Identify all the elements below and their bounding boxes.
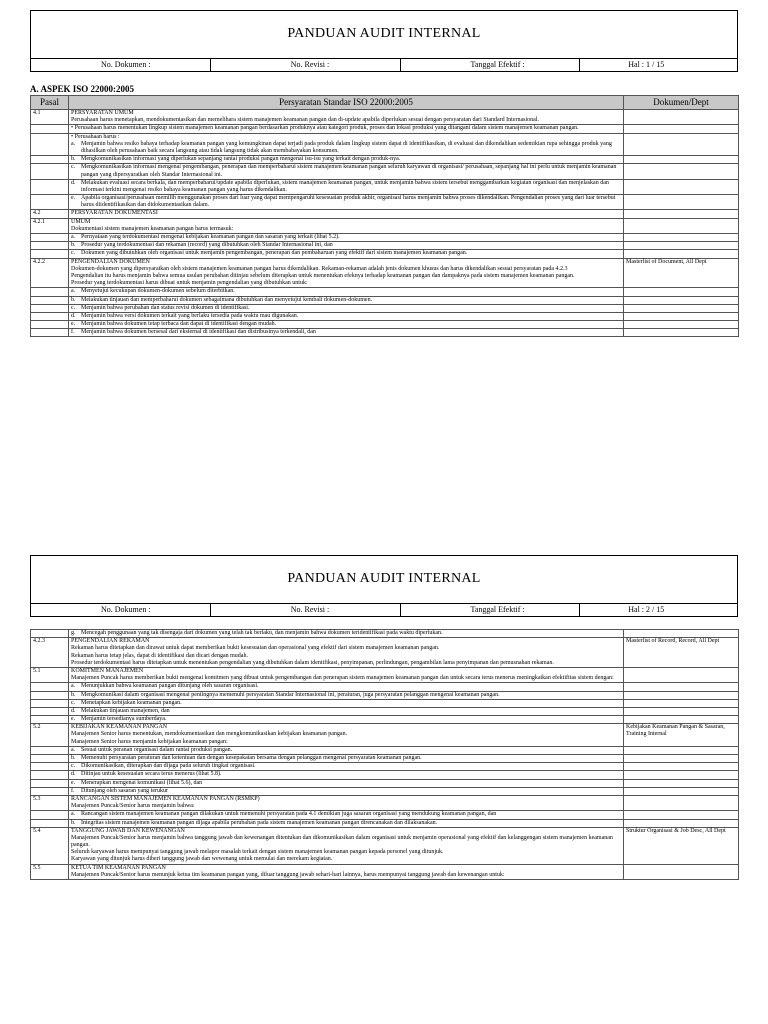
table-row — [31, 691, 739, 699]
table-row — [31, 110, 739, 125]
requirement-text: Rekaman harus tetap jelas, dapat di identifikasi dan dicari dengan mudah. — [71, 652, 248, 659]
item-text: Menjamin bahwa dokumen bersesal dari eksternal di identifikasi dan distribusinya terkendali, dan — [81, 329, 316, 336]
dept-cell: Struktur Organisasi & Job Desc, All Dept — [624, 827, 739, 864]
item-label: e. — [71, 716, 76, 723]
item-label: a. — [71, 683, 76, 690]
list-item — [71, 250, 621, 257]
table-row — [31, 288, 739, 296]
table-row — [31, 864, 739, 879]
dept-cell — [624, 630, 739, 638]
table-row — [31, 763, 739, 771]
dept-cell — [624, 329, 739, 337]
pasal-cell: 5.4 — [31, 827, 69, 864]
list-item — [71, 692, 621, 699]
clause-title: PERSYARATAN DOKUMENTASI — [71, 210, 158, 217]
requirement-cell — [69, 312, 624, 320]
dept-cell — [624, 707, 739, 715]
requirement-text: Manajemen Senior harus menentukan, mendokumentasikan dan mengkomunikasikan kebijakan keamanan pangan. — [71, 731, 348, 738]
requirement-cell — [69, 746, 624, 754]
requirement-cell — [69, 724, 624, 747]
effective-date-label: Tanggal Efektif : — [401, 59, 581, 71]
dept-cell — [624, 787, 739, 795]
list-item — [71, 771, 621, 778]
table-row — [31, 195, 739, 210]
dept-cell — [624, 164, 739, 179]
pasal-cell — [31, 811, 69, 819]
item-label: b. — [71, 242, 76, 249]
list-item — [71, 141, 621, 155]
item-label: c. — [71, 763, 76, 770]
doc-number-label: No. Dokumen : — [31, 604, 211, 616]
page-number-label: Hal : 1 / 15 — [628, 60, 665, 70]
item-label: a. — [71, 746, 76, 753]
list-item — [71, 156, 621, 163]
pasal-cell — [31, 242, 69, 250]
item-text: Mengkomunikasi dalam organisasi mengenai pentingnya memenuhi persyaratan Standar Internasional ini, peraturan, juga persyaratan pelanggan mengenai keamanan pangan. — [81, 691, 500, 698]
header-meta-row — [31, 59, 737, 71]
doc-number-label: No. Dokumen : — [31, 59, 211, 71]
document-title: PANDUAN AUDIT INTERNAL — [31, 556, 737, 604]
requirement-cell — [69, 763, 624, 771]
dept-cell — [624, 210, 739, 218]
requirement-text: Manajemen Senior harus menjamin kebijakan keamanan pangan: — [71, 738, 228, 745]
pasal-cell — [31, 156, 69, 164]
list-item — [71, 234, 621, 241]
dept-cell — [624, 691, 739, 699]
requirement-cell — [69, 630, 624, 638]
pasal-cell — [31, 771, 69, 779]
table-row — [31, 827, 739, 864]
dept-cell — [624, 125, 739, 133]
pasal-cell: 5.1 — [31, 667, 69, 682]
requirement-cell — [69, 156, 624, 164]
requirement-cell — [69, 250, 624, 258]
item-text: Apabila organisasi/perusahaan memilih menggunakan proses dari luar yang dapat mempengaruhi kesesuaian produk akhir, organisasi harus menjamin bahwa proses dikendalikan. Pengendalian proses yang dari luar tersebut harus diidentifikasikan dan didokumentasikan dalam. — [81, 195, 616, 209]
table-row — [31, 787, 739, 795]
dept-cell: Masterlist of Record, Record, All Dept — [624, 638, 739, 668]
requirement-text: Prosedur terdokumentasi harus ditetapkan untuk menentukan pengendalian yang dibutuhkan dalam identifikasi, penyimpanan, perlindungan, pengambilan lama penyimpanan dan pemusnahan rekaman. — [71, 659, 554, 666]
list-item — [71, 820, 621, 827]
requirement-text: Prosedur yang terdokumentasi harus dibuat untuk menjamin pengendalian yang dibutuhkan untuk: — [71, 280, 308, 287]
table-row — [31, 321, 739, 329]
dept-cell — [624, 321, 739, 329]
pasal-cell — [31, 312, 69, 320]
item-text: Menyetujui kecukupan dokumen-dokumen sebelum diterbitkan. — [81, 288, 235, 295]
table-row — [31, 724, 739, 747]
table-body — [31, 110, 739, 337]
requirement-cell — [69, 195, 624, 210]
item-text: Ditunjang oleh sasaran yang terukur — [81, 787, 168, 794]
list-item — [71, 329, 621, 336]
item-text: Mengkomunikasikan informasi yang diperlukan sepanjang rantai produksi pangan mengenai isu-isu yang terkait dengan produk-nya. — [81, 156, 401, 163]
pasal-cell — [31, 321, 69, 329]
pasal-cell — [31, 755, 69, 763]
table-row — [31, 156, 739, 164]
requirement-cell — [69, 321, 624, 329]
list-item — [71, 700, 621, 707]
pasal-cell — [31, 819, 69, 827]
effective-date-label: Tanggal Efektif : — [401, 604, 581, 616]
list-item — [71, 683, 621, 690]
requirement-cell — [69, 787, 624, 795]
pasal-cell — [31, 179, 69, 194]
item-text: Ditinjau untuk kesesuaian secara terus menerus (lihat 5.8). — [81, 771, 222, 778]
requirement-cell — [69, 827, 624, 864]
requirement-cell — [69, 771, 624, 779]
item-label: d. — [71, 771, 76, 778]
requirement-cell — [69, 707, 624, 715]
table-row — [31, 667, 739, 682]
dept-cell — [624, 110, 739, 125]
item-label: a. — [71, 140, 76, 147]
requirement-cell — [69, 716, 624, 724]
requirement-text: Pengendalian itu harus menjamin bahwa semua usulan perubahan ditinjau sebelum diterapkan untuk menentukan efeknya terhadap keamanan pangan dan dampaknya pada sistem manajemen keamanan pangan. — [71, 272, 575, 279]
requirement-cell — [69, 691, 624, 699]
item-text: Menjamin bahwa perubahan dan status revisi dokumen di identifikasi. — [81, 304, 250, 311]
requirement-text: Manajemen Puncak/Senior harus menjamin bahwa tanggung jawab dan kewenangan ditentukan dan dikomunikasikan dalam organisasi untuk menjamin operasional yang efektif dan kelanggengan sistem manajemen keamanan pangan. — [71, 834, 613, 849]
table-row — [31, 304, 739, 312]
list-item — [71, 297, 621, 304]
item-text: Melakukan tinjauan dan memperbaharui dokumen sebagaimana dibutuhkan dan menyetujui kembali dokumen-dokumen. — [81, 296, 373, 303]
document-page-1 — [30, 10, 738, 337]
requirement-text: Dokumentasi sistem manajemen keamanan pangan harus termasuk: — [71, 225, 234, 232]
dept-cell — [624, 218, 739, 233]
list-item — [71, 811, 621, 818]
list-item — [71, 780, 621, 787]
column-header-requirement: Persyaratan Standar ISO 22000:2005 — [69, 96, 624, 110]
list-item — [71, 180, 621, 194]
dept-cell — [624, 864, 739, 879]
item-text: Menerapkan mengenai komunikasi (lihat 5.6), dan — [81, 779, 203, 786]
item-text: Dikomunikasikan, diterapkan dan dijaga pada seluruh tingkat organisasi. — [81, 763, 256, 770]
table-row — [31, 258, 739, 288]
table-row — [31, 218, 739, 233]
table-row — [31, 779, 739, 787]
dept-cell — [624, 746, 739, 754]
page-number-label: Hal : 2 / 15 — [628, 605, 665, 615]
pasal-cell — [31, 288, 69, 296]
requirement-text: Manajemen Puncak/Senior harus menjamin bahwa: — [71, 803, 195, 810]
dept-cell — [624, 304, 739, 312]
item-label: c. — [71, 164, 76, 171]
clause-title: KOMITMEN MANAJEMEN — [71, 667, 144, 674]
table-body — [31, 630, 739, 880]
dept-cell — [624, 779, 739, 787]
pasal-cell — [31, 125, 69, 133]
dept-cell — [624, 795, 739, 810]
pasal-cell: 4.2 — [31, 210, 69, 218]
document-page-2 — [30, 555, 738, 880]
table-row — [31, 179, 739, 194]
list-item — [71, 763, 621, 770]
requirement-cell — [69, 179, 624, 194]
item-text: Menjamin bahwa dokumen tetap terbaca dan dapat di identifikasi dengan mudah. — [81, 321, 277, 328]
dept-cell — [624, 667, 739, 682]
document-title: PANDUAN AUDIT INTERNAL — [31, 11, 737, 59]
table-row — [31, 795, 739, 810]
clause-title: KEBIJAKAN KEAMANAN PANGAN — [71, 724, 168, 731]
requirement-cell — [69, 699, 624, 707]
item-label: a. — [71, 234, 76, 240]
requirement-cell — [69, 819, 624, 827]
table-row — [31, 329, 739, 337]
dept-cell — [624, 683, 739, 691]
list-item — [71, 305, 621, 312]
item-text: Menetapkan kebijakan keamanan pangan. — [81, 699, 182, 706]
requirement-text: • Perusahaan harus menentukan lingkup sistem manajemen keamanan pangan berdasarkan produknya atau kategori produk, proses dan lokasi produksi yang ditangani dalam sistem manajemen keamanan pangan. — [71, 125, 621, 132]
pasal-cell: 4.2.3 — [31, 638, 69, 668]
clause-title: KETUA TIM KEAMANAN PANGAN — [71, 864, 166, 871]
table-row — [31, 699, 739, 707]
pasal-cell — [31, 195, 69, 210]
item-label: c. — [71, 304, 76, 311]
item-text: Melakukan evaluasi secara berkala, dan memperbaharui/update apabila diperlukan, sistem manajemen keamanan pangan, untuk menjamin bahwa sistem tersebut menggambarkan kegiatan organisasi dan menjelaskan dan informasi terkini mengenai resiko bahaya keamanan pangan yang harus dikendalikan. — [81, 179, 609, 193]
requirement-cell — [69, 638, 624, 668]
table-row — [31, 296, 739, 304]
item-text: Memenuhi persyaratan peraturan dan ketentuan dan dengan kesepakatan bersama dengan pelanggan mengenai persyaratan keamanan pangan. — [81, 755, 422, 761]
pasal-cell: 5.3 — [31, 795, 69, 810]
requirement-cell — [69, 218, 624, 233]
pasal-cell — [31, 716, 69, 724]
requirement-cell — [69, 110, 624, 125]
item-label: d. — [71, 312, 76, 319]
list-item — [71, 788, 621, 795]
table-row — [31, 746, 739, 754]
item-label: c. — [71, 699, 76, 706]
item-label: b. — [71, 755, 76, 761]
revision-label: No. Revisi : — [211, 59, 401, 71]
item-label: g. — [71, 630, 76, 636]
item-text: Menunjukkan bahwa keamanan pangan ditunjang oleh sasaran organisasi. — [81, 683, 259, 690]
requirement-text: Manajemen Puncak harus memberikan bukti mengenai komitmen yang dibuat untuk pengembangan dan penerapan sistem manajemen keamanan pangan dan untuk secara terus menerus meningkatkan efektifitas sistem dengan: — [71, 675, 614, 682]
list-item — [71, 708, 621, 715]
dept-cell — [624, 771, 739, 779]
dept-cell — [624, 312, 739, 320]
clause-title: PENGENDALIAN DOKUMEN — [71, 258, 150, 265]
item-label: d. — [71, 707, 76, 714]
pasal-cell — [31, 683, 69, 691]
requirement-cell — [69, 210, 624, 218]
requirement-cell — [69, 288, 624, 296]
dept-cell: Kebijakan Keamanan Pangan & Sasaran, Training Internal — [624, 724, 739, 747]
item-label: e. — [71, 195, 76, 202]
dept-cell — [624, 296, 739, 304]
requirement-cell — [69, 811, 624, 819]
table-row — [31, 683, 739, 691]
clause-title: TANGGUNG JAWAB DAN KEWENANGAN — [71, 827, 185, 834]
revision-label: No. Revisi : — [211, 604, 401, 616]
table-row — [31, 771, 739, 779]
pasal-cell — [31, 763, 69, 771]
pasal-cell — [31, 234, 69, 242]
column-header-dept: Dokumen/Dept — [624, 96, 739, 110]
item-text: Menjamin bahwa versi dokumen terkait yang berlaku tersedia pada waktu mau digunakan. — [81, 312, 299, 319]
table-row — [31, 164, 739, 179]
requirement-cell — [69, 164, 624, 179]
requirement-cell — [69, 296, 624, 304]
item-text: Integritas sistem manajemen keamanan pangan dijaga apabila perubahan pada sistem manajemen keamanan pangan direncanakan dan dilaksanakan. — [81, 819, 438, 826]
list-item — [71, 288, 621, 295]
dept-cell — [624, 811, 739, 819]
requirement-text: Manajemen Puncak/Senior harus menunjuk ketua tim keamanan pangan yang, diluar tanggung jawab sehari-hari lainnya, harus mempunyai tanggung jawab dan kewenangan untuk: — [71, 871, 505, 878]
dept-cell — [624, 819, 739, 827]
dept-cell — [624, 179, 739, 194]
item-label: a. — [71, 811, 76, 818]
table-row — [31, 312, 739, 320]
item-text: Mencegah penggunaan yang tak disengaja dari dokumen yang telah tak berlaku, dan menjamin bahwa dokumen teridentifikasi pada waktu diperlukan. — [81, 630, 443, 636]
requirement-cell — [69, 755, 624, 763]
requirement-cell — [69, 125, 624, 133]
requirement-cell — [69, 234, 624, 242]
item-label: b. — [71, 296, 76, 303]
item-text: Prosedur yang terdokumentasi dan rekaman (record) yang dibutuhkan oleh Standar Internasional ini, dan — [81, 242, 333, 249]
pasal-cell: 4.1 — [31, 110, 69, 125]
list-item — [71, 164, 621, 178]
item-label: c. — [71, 250, 76, 257]
pasal-cell — [31, 691, 69, 699]
item-text: Menjamin tersedianya sumberdaya. — [81, 716, 167, 723]
clause-title: RANCANGAN SISTEM MANAJEMEN KEAMANAN PANGAN (RSMKP) — [71, 795, 260, 802]
table-row — [31, 133, 739, 156]
table-row — [31, 819, 739, 827]
pasal-cell — [31, 329, 69, 337]
pasal-cell — [31, 296, 69, 304]
pasal-cell — [31, 304, 69, 312]
item-label: b. — [71, 156, 76, 163]
dept-cell — [624, 755, 739, 763]
dept-cell — [624, 133, 739, 156]
item-text: Rancangan sistem manajemen keamanan pangan dilakukan untuk memenuhi persyaratan pada 4.1 demikian juga sasaran organisasi yang mendukung keamanan pangan, dan — [81, 811, 497, 818]
pasal-cell — [31, 699, 69, 707]
item-label: b. — [71, 819, 76, 826]
requirement-cell — [69, 133, 624, 156]
table-row — [31, 755, 739, 763]
column-header-pasal: Pasal — [31, 96, 69, 110]
requirement-cell — [69, 779, 624, 787]
section-title: A. ASPEK ISO 22000:2005 — [30, 84, 135, 95]
audit-table — [30, 95, 739, 337]
requirement-cell — [69, 304, 624, 312]
pasal-cell — [31, 746, 69, 754]
pasal-cell — [31, 250, 69, 258]
dept-cell — [624, 250, 739, 258]
clause-title: UMUM — [71, 218, 91, 225]
item-label: f. — [71, 329, 75, 336]
table-row — [31, 707, 739, 715]
item-label: e. — [71, 321, 76, 328]
table-header-row — [31, 96, 739, 110]
dept-cell: Masterlist of Document, All Dept — [624, 258, 739, 288]
item-text: Dokumen yang dibutuhkan oleh organisasi untuk menjamin pengembangan, penerapan dan pembaharuan yang efektif dari sistem manajemen keamanan pangan. — [81, 250, 468, 257]
dept-cell — [624, 156, 739, 164]
pasal-cell — [31, 707, 69, 715]
dept-cell — [624, 195, 739, 210]
requirement-cell — [69, 795, 624, 810]
pasal-cell — [31, 787, 69, 795]
table-row — [31, 811, 739, 819]
dept-cell — [624, 288, 739, 296]
item-text: Mengkomunikasikan informasi mengenai pengembangan, penerapan dan memperbaharui sistem manajemen keamanan pangan seluruh karyawan di organisasi/ perusahaan, sepanjang hal ini perlu untuk menjamin keamanan pangan yang dipersyaratkan oleh Standar Internasional ini. — [81, 164, 617, 178]
requirement-text: Rekaman harus ditetapkan dan dirawat untuk dapat memberikan bukti kesesuaian dan operasional yang efektif dari sistem manajemen keamanan pangan. — [71, 645, 440, 652]
pasal-cell: 4.2.1 — [31, 218, 69, 233]
pasal-cell: 5.2 — [31, 724, 69, 747]
pasal-cell — [31, 630, 69, 638]
pasal-cell — [31, 133, 69, 156]
dept-cell — [624, 699, 739, 707]
pasal-cell — [31, 164, 69, 179]
item-label: d. — [71, 179, 76, 186]
item-text: Pernyataan yang terdokumentasi mengenai kebijakan keamanan pangan dan sasaran yang terkait (lihat 5.2). — [81, 234, 340, 240]
table-row — [31, 242, 739, 250]
table-row — [31, 250, 739, 258]
pasal-cell — [31, 779, 69, 787]
clause-title: PERSYARATAN UMUM — [71, 110, 134, 116]
requirement-cell — [69, 864, 624, 879]
requirement-text: Perusahaan harus menetapkan, mendokumentasikan dan memelihara sistem manajemen keamanan pangan dan di-update apabila diperlukan sesuai dengan persyaratan dari Standard Internasional. — [71, 117, 539, 124]
item-text: Sesuai untuk peranan organisasi dalam rantai produksi pangan. — [81, 746, 233, 753]
clause-title: PENGENDALIAN REKAMAN — [71, 638, 150, 645]
requirement-text: Karyawan yang ditunjuk harus diberi tanggung jawab dan wewenang untuk memulai dan merekam kegiatan. — [71, 856, 333, 863]
requirement-cell — [69, 683, 624, 691]
item-label: b. — [71, 691, 76, 698]
table-row — [31, 234, 739, 242]
pasal-cell: 5.5 — [31, 864, 69, 879]
list-item — [71, 242, 621, 249]
header-meta-row — [31, 604, 737, 616]
requirement-cell — [69, 329, 624, 337]
list-item — [71, 195, 621, 209]
requirement-text: Dokumen-dokumen yang dipersyaratkan oleh sistem manajemen keamanan pangan harus dikendalikan. Rekaman-rekaman adalah jenis dokumen khusus dan harus dikendalikan sesuai persyaratan pada 4.2.3 — [71, 265, 568, 272]
audit-table — [30, 629, 739, 880]
pasal-cell: 4.2.2 — [31, 258, 69, 288]
requirement-cell — [69, 258, 624, 288]
table-row — [31, 630, 739, 638]
item-label: e. — [71, 779, 76, 786]
list-item — [71, 716, 621, 723]
requirement-cell — [69, 242, 624, 250]
table-row — [31, 210, 739, 218]
list-item — [71, 313, 621, 320]
list-item — [71, 321, 621, 328]
dept-cell — [624, 763, 739, 771]
table-row — [31, 716, 739, 724]
requirement-text: Seluruh karyawan harus mempunyai tanggung jawab melapor masalah terkait dengan sistem manajemen keamanan pangan kepada personel yang ditunjuk. — [71, 849, 444, 856]
requirement-text: • Perusahaan harus : — [71, 134, 621, 141]
dept-cell — [624, 716, 739, 724]
list-item — [71, 747, 621, 754]
requirement-cell — [69, 667, 624, 682]
table-row — [31, 638, 739, 668]
page-header — [30, 555, 738, 617]
table-row — [31, 125, 739, 133]
item-label: f. — [71, 787, 75, 794]
page-header — [30, 10, 738, 72]
item-text: Melakukan tinjauan manajemen, dan — [81, 707, 170, 714]
item-text: Menjamin bahwa resiko bahaya terhadap keamanan pangan yang kemungkinan dapat terjadi pada produk dalam lingkup sistem dapat di identifikasikan, di evaluasi dan dikendalikan sedemikian rupa sehingga produk yang dihasilkan oleh perusahaan baik secara langsung atau tidak langsung tidak akan membahayakan konsumen. — [81, 140, 612, 154]
item-label: a. — [71, 288, 76, 295]
dept-cell — [624, 234, 739, 242]
list-item — [71, 755, 621, 762]
list-item — [71, 630, 621, 637]
dept-cell — [624, 242, 739, 250]
